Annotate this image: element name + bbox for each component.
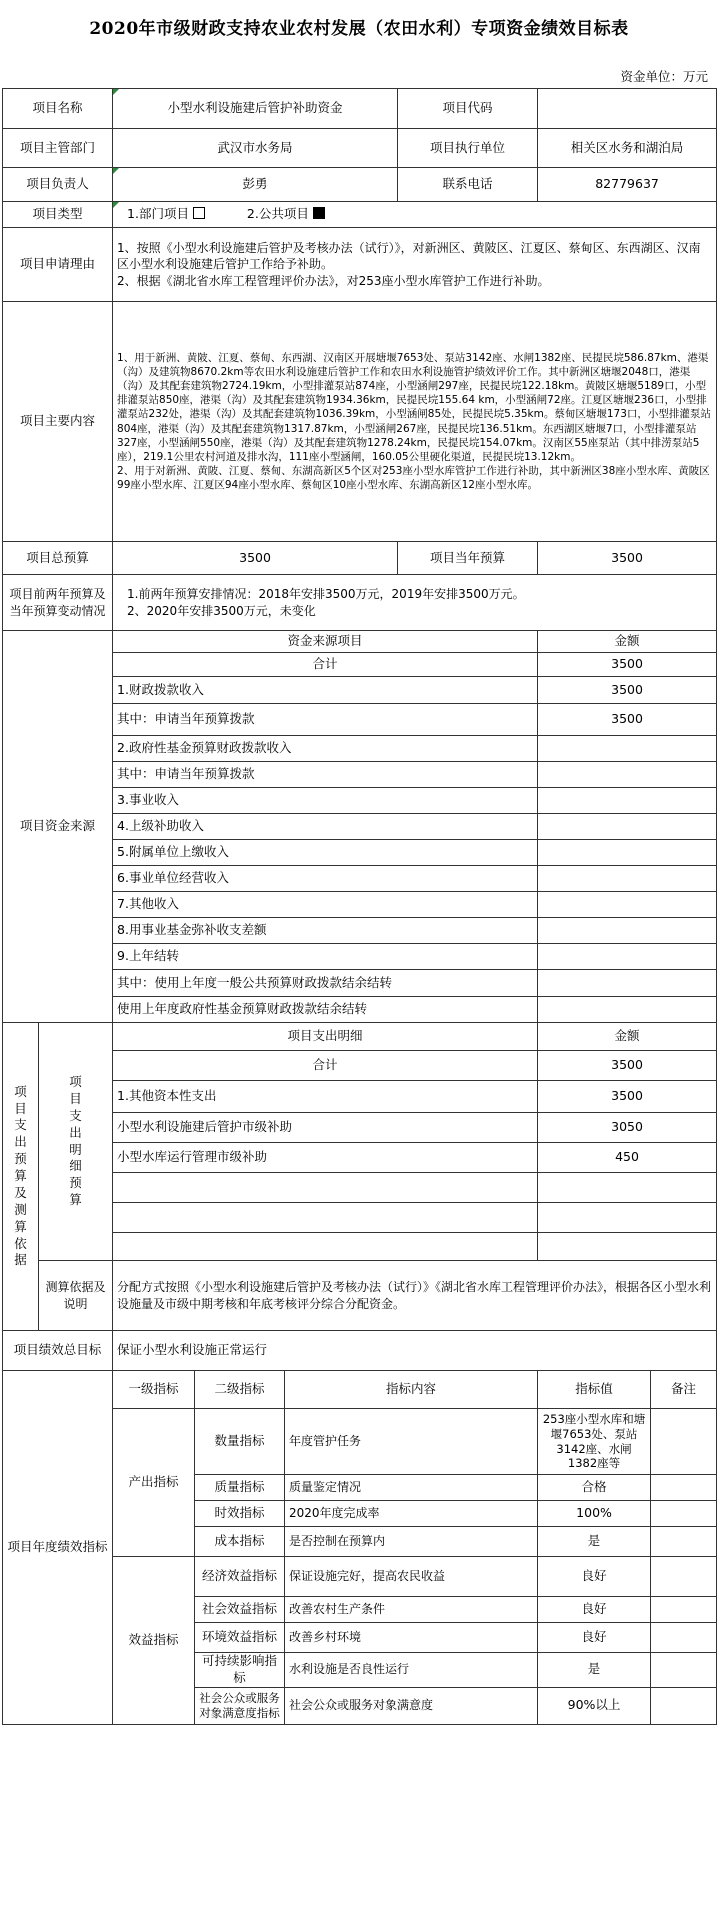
- indicator-content: 年度管护任务: [285, 1409, 538, 1475]
- expense-amount: 450: [538, 1143, 717, 1173]
- funding-source-label: 项目资金来源: [3, 631, 113, 1023]
- funding-amount: [538, 762, 717, 788]
- indicator-level2: 数量指标: [195, 1409, 285, 1475]
- benefit-indicator-label: 效益指标: [113, 1557, 195, 1725]
- col-note: 备注: [651, 1371, 717, 1409]
- indicator-content: 改善乡村环境: [285, 1623, 538, 1653]
- total-budget-value: 3500: [113, 542, 398, 575]
- content-label: 项目主要内容: [3, 302, 113, 542]
- indicator-level2: 社会公众或服务对象满意度指标: [195, 1687, 285, 1724]
- expense-item-name: [113, 1173, 538, 1203]
- expense-item-name: 合计: [113, 1051, 538, 1081]
- indicator-content: 社会公众或服务对象满意度: [285, 1687, 538, 1724]
- funding-amount: 3500: [538, 677, 717, 704]
- reason-label: 项目申请理由: [3, 228, 113, 302]
- indicator-note: [651, 1597, 717, 1623]
- exec-unit-value: 相关区水务和湖泊局: [538, 129, 717, 168]
- expense-item-name: [113, 1233, 538, 1261]
- indicator-note: [651, 1409, 717, 1475]
- type-option-department: 1.部门项目: [127, 206, 189, 222]
- indicator-value: 是: [538, 1527, 651, 1557]
- funding-col-amount: 金额: [538, 631, 717, 653]
- funding-source-name: 3.事业收入: [113, 788, 538, 814]
- expense-amount: 3050: [538, 1113, 717, 1143]
- year-budget-label: 项目当年预算: [398, 542, 538, 575]
- indicator-value: 253座小型水库和塘堰7653处、泵站3142座、水闸1382座等: [538, 1409, 651, 1475]
- funding-source-name: 8.用事业基金弥补收支差额: [113, 918, 538, 944]
- budget-change-text: 1.前两年预算安排情况：2018年安排3500万元，2019年安排3500万元。 2、2020年安排3500万元，未变化: [113, 575, 717, 631]
- currency-unit: 资金单位：万元: [620, 69, 708, 84]
- person-label: 项目负责人: [3, 168, 113, 202]
- expense-amount: [538, 1233, 717, 1261]
- expense-amount: [538, 1173, 717, 1203]
- funding-source-name: 合计: [113, 653, 538, 677]
- indicator-content: 质量鉴定情况: [285, 1475, 538, 1501]
- type-option-public: 2.公共项目: [246, 206, 309, 222]
- funding-source-name: 1.财政拨款收入: [113, 677, 538, 704]
- indicator-note: [651, 1687, 717, 1724]
- project-code-label: 项目代码: [398, 89, 538, 129]
- expense-item-name: 小型水利设施建后管护市级补助: [113, 1113, 538, 1143]
- funding-source-name: 5.附属单位上缴收入: [113, 840, 538, 866]
- indicator-level2: 经济效益指标: [195, 1557, 285, 1597]
- funding-amount: 3500: [538, 704, 717, 736]
- indicator-content: 保证设施完好，提高农民收益: [285, 1557, 538, 1597]
- indicator-content: 2020年度完成率: [285, 1501, 538, 1527]
- indicator-level2: 环境效益指标: [195, 1623, 285, 1653]
- basis-text: 分配方式按照《小型水利设施建后管护及考核办法（试行）》《湖北省水库工程管理评价办法》，根据各区小型水利设施量及市级中期考核和年底考核评分综合分配资金。: [113, 1261, 717, 1331]
- content-text: 1、用于新洲、黄陂、江夏、蔡甸、东西湖、汉南区开展塘堰7653处、泵站3142座、水闸1382座、民提民垸586.87km、港渠（沟）及建筑物8670.2km等农田水利设施建后管护工作和农田水利设施管护绩效评价工作。其中新洲区塘堰2048口，港渠（沟）及其配套建筑物2724.19km，小型排灌泵站874座，小型涵闸297座，民提民垸122.18km。黄陂区塘堰5189口，小型排灌泵站850座，港渠（沟）及其配套建筑物1934.36km，民提民垸155.64 km，小型涵闸72座。江夏区塘堰236口，小型排灌泵站232处，港渠（沟）及其配套建筑物1036.39km，小型涵闸85处，民提民垸5.35km。蔡甸区塘堰173口，小型排灌泵站804座，港渠（沟）及其配套建筑物1317.87km，小型涵闸267座，民提民垸136.51km。东西湖区塘堰7口，小型排灌泵站327座，小型涵闸550座，港渠（沟）及其配套建筑物1278.24km，民提民垸154.07km。汉南区55座泵站（其中排涝泵站5座），219.1公里农村河道及排水沟，111座小型涵闸，160.05公里硬化渠道，民提民垸13.12km。 2、用于对新洲、黄陂、江夏、蔡甸、东湖高新区5个区对253座小型水库管护工作进行补助，其中新洲区38座小型水库、黄陂区99座小型水库、江夏区94座小型水库、蔡甸区10座小型水库、东湖高新区12座小型水库。: [113, 302, 717, 542]
- indicator-note: [651, 1475, 717, 1501]
- indicator-content: 水利设施是否良性运行: [285, 1653, 538, 1688]
- indicator-note: [651, 1557, 717, 1597]
- funding-amount: [538, 788, 717, 814]
- indicator-value: 合格: [538, 1475, 651, 1501]
- expense-col-amount: 金额: [538, 1023, 717, 1051]
- expense-amount: 3500: [538, 1081, 717, 1113]
- expense-outer-label: 项目支出预算及测算依据: [14, 1083, 27, 1268]
- funding-amount: [538, 997, 717, 1023]
- funding-amount: [538, 970, 717, 997]
- funding-amount: [538, 736, 717, 762]
- expense-item-name: 小型水库运行管理市级补助: [113, 1143, 538, 1173]
- funding-amount: [538, 840, 717, 866]
- indicator-note: [651, 1623, 717, 1653]
- basis-label: 测算依据及说明: [39, 1261, 113, 1331]
- dept-value: 武汉市水务局: [113, 129, 398, 168]
- checkbox-filled-icon: [313, 207, 325, 219]
- dept-label: 项目主管部门: [3, 129, 113, 168]
- year-budget-value: 3500: [538, 542, 717, 575]
- expense-item-name: [113, 1203, 538, 1233]
- col-value: 指标值: [538, 1371, 651, 1409]
- col-content: 指标内容: [285, 1371, 538, 1409]
- checkbox-empty-icon: [193, 207, 205, 219]
- budget-change-label: 项目前两年预算及当年预算变动情况: [3, 575, 113, 631]
- indicator-content: 是否控制在预算内: [285, 1527, 538, 1557]
- funding-amount: [538, 892, 717, 918]
- exec-unit-label: 项目执行单位: [398, 129, 538, 168]
- indicators-label: 项目年度绩效指标: [3, 1371, 113, 1725]
- funding-amount: [538, 918, 717, 944]
- indicator-level2: 社会效益指标: [195, 1597, 285, 1623]
- col-level1: 一级指标: [113, 1371, 195, 1409]
- funding-source-name: 4.上级补助收入: [113, 814, 538, 840]
- expense-col-item: 项目支出明细: [113, 1023, 538, 1051]
- goal-label: 项目绩效总目标: [3, 1331, 113, 1371]
- indicator-value: 是: [538, 1653, 651, 1688]
- indicator-value: 90%以上: [538, 1687, 651, 1724]
- reason-text: 1、按照《小型水利设施建后管护及考核办法（试行）》，对新洲区、黄陂区、江夏区、蔡甸区、东西湖区、汉南区小型水利设施建后管护工作给予补助。 2、根据《湖北省水库工程管理评价办法》，对253座小型水库管护工作进行补助。: [113, 228, 717, 302]
- funding-amount: [538, 866, 717, 892]
- funding-source-name: 6.事业单位经营收入: [113, 866, 538, 892]
- project-name-label: 项目名称: [3, 89, 113, 129]
- indicator-level2: 质量指标: [195, 1475, 285, 1501]
- funding-source-name: 使用上年度政府性基金预算财政拨款结余结转: [113, 997, 538, 1023]
- project-name-value: 小型水利设施建后管护补助资金: [113, 89, 398, 129]
- funding-source-name: 2.政府性基金预算财政拨款收入: [113, 736, 538, 762]
- indicator-note: [651, 1501, 717, 1527]
- goal-table: [2, 88, 717, 1725]
- project-type-options: [113, 202, 717, 228]
- indicator-level2: 可持续影响指标: [195, 1653, 285, 1688]
- phone-value: 82779637: [538, 168, 717, 202]
- person-value: 彭勇: [113, 168, 398, 202]
- project-type-label: 项目类型: [3, 202, 113, 228]
- phone-label: 联系电话: [398, 168, 538, 202]
- indicator-value: 良好: [538, 1623, 651, 1653]
- indicator-value: 100%: [538, 1501, 651, 1527]
- funding-col-source: 资金来源项目: [113, 631, 538, 653]
- expense-amount: 3500: [538, 1051, 717, 1081]
- funding-source-name: 7.其他收入: [113, 892, 538, 918]
- output-indicator-label: 产出指标: [113, 1409, 195, 1557]
- page-title: 2020年市级财政支持农业农村发展（农田水利）专项资金绩效目标表: [89, 19, 629, 39]
- col-level2: 二级指标: [195, 1371, 285, 1409]
- funding-source-name: 9.上年结转: [113, 944, 538, 970]
- indicator-content: 改善农村生产条件: [285, 1597, 538, 1623]
- expense-inner-label-cell: [39, 1023, 113, 1261]
- expense-outer-label-cell: [3, 1023, 39, 1331]
- goal-value: 保证小型水利设施正常运行: [113, 1331, 717, 1371]
- project-code-value: [538, 89, 717, 129]
- indicator-level2: 成本指标: [195, 1527, 285, 1557]
- funding-source-name: 其中：申请当年预算拨款: [113, 762, 538, 788]
- expense-inner-label: 项目支出明细预算: [69, 1074, 82, 1208]
- indicator-note: [651, 1527, 717, 1557]
- indicator-note: [651, 1653, 717, 1688]
- funding-amount: [538, 814, 717, 840]
- indicator-value: 良好: [538, 1597, 651, 1623]
- funding-amount: [538, 944, 717, 970]
- funding-source-name: 其中：使用上年度一般公共预算财政拨款结余结转: [113, 970, 538, 997]
- funding-amount: 3500: [538, 653, 717, 677]
- indicator-value: 良好: [538, 1557, 651, 1597]
- funding-source-name: 其中：申请当年预算拨款: [113, 704, 538, 736]
- total-budget-label: 项目总预算: [3, 542, 113, 575]
- indicator-level2: 时效指标: [195, 1501, 285, 1527]
- expense-amount: [538, 1203, 717, 1233]
- expense-item-name: 1.其他资本性支出: [113, 1081, 538, 1113]
